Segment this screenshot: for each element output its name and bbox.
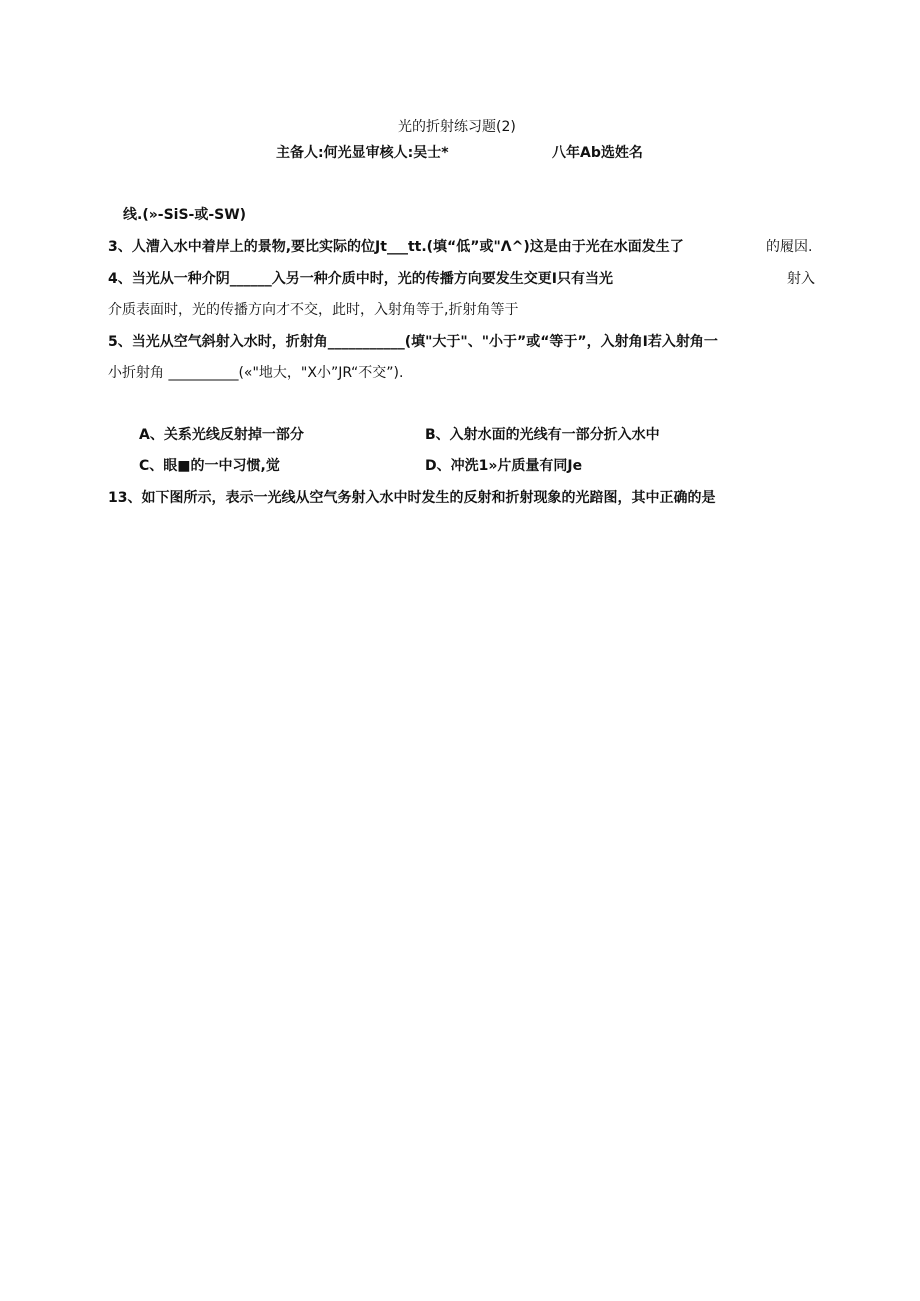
option-a: A、关系光线反射掉一部分 bbox=[139, 427, 304, 443]
question-4-tail: 射入 bbox=[787, 271, 815, 287]
question-5: 5、当光从空气斜射入水时，折射角___________(填"大于"、"小于”或“等于”，入射角I若入射角一 bbox=[108, 334, 718, 350]
question-5-continued: 小折射角 __________(«"地大，"X小”JR“不交”). bbox=[108, 365, 404, 381]
question-3-tail: 的履因. bbox=[766, 239, 813, 255]
class-name-line: 八年Ab选姓名 bbox=[552, 145, 643, 161]
option-b: B、入射水面的光线有一部分折入水中 bbox=[425, 427, 660, 443]
question-fragment-line: 线.(»-SiS-或-SW) bbox=[123, 207, 247, 223]
question-4-continued: 介质表面时，光的传播方向才不交，此时，入射角等于,折射角等于 bbox=[108, 302, 519, 318]
option-c: C、眼■的一中习惯,觉 bbox=[139, 458, 280, 474]
preparer-line: 主备人:何光显审核人:吴士* bbox=[276, 145, 449, 161]
question-4: 4、当光从一种介阴______入另一种介质中时，光的传播方向要发生交更I只有当光 bbox=[108, 271, 613, 287]
option-d: D、冲洗1»片质量有同Je bbox=[425, 458, 583, 474]
question-3: 3、人漕入水中着岸上的景物,要比实际的位Jt___tt.(填“低”或"Λ^)这是由于光在水面发生了 bbox=[108, 239, 684, 255]
page-title: 光的折射练习题(2) bbox=[398, 119, 516, 135]
question-13: 13、如下图所示，表示一光线从空气务射入水中时发生的反射和折射现象的光踣图，其中正确的是 bbox=[108, 490, 716, 506]
